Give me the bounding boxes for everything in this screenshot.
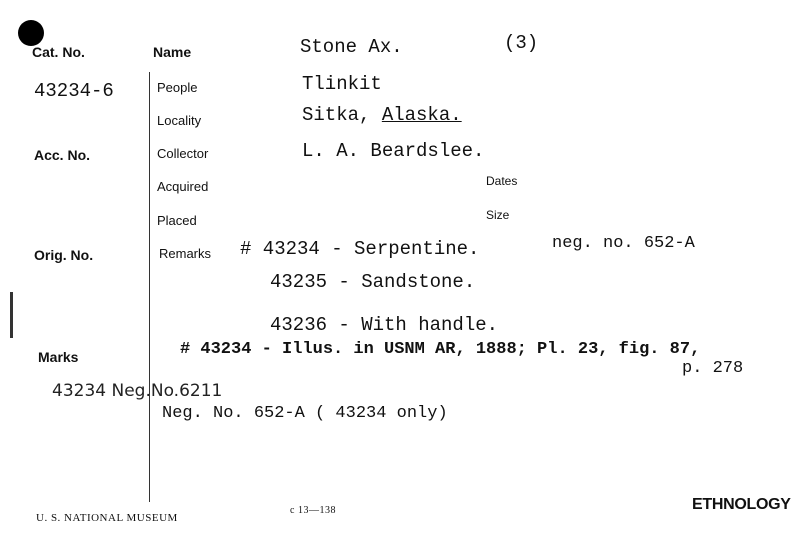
remarks-line-2: 43235 - Sandstone. bbox=[270, 271, 476, 293]
form-code: c 13—138 bbox=[290, 505, 336, 516]
acc-no-label: Acc. No. bbox=[34, 147, 91, 163]
count-value: (3) bbox=[504, 32, 539, 54]
remarks-line-1: # 43234 - Serpentine. bbox=[240, 238, 480, 260]
locality-city: Sitka, bbox=[302, 104, 371, 126]
marks-line: # 43234 - Illus. in USNM AR, 1888; Pl. 23, fig. 87, bbox=[180, 340, 701, 359]
marks-label: Marks bbox=[38, 349, 79, 365]
department-stamp: ETHNOLOGY bbox=[692, 496, 791, 513]
acquired-label: Acquired bbox=[157, 179, 209, 194]
locality-value bbox=[302, 104, 462, 126]
cat-no-value: 43234-6 bbox=[34, 80, 114, 102]
punch-hole bbox=[18, 20, 44, 46]
cat-no-label: Cat. No. bbox=[32, 44, 85, 60]
name-value: Stone Ax. bbox=[300, 36, 403, 58]
people-value: Tlinkit bbox=[302, 73, 382, 95]
orig-no-label: Orig. No. bbox=[34, 247, 94, 263]
remarks-label: Remarks bbox=[159, 246, 212, 261]
name-label: Name bbox=[153, 44, 192, 60]
remarks-line-3: 43236 - With handle. bbox=[270, 314, 499, 336]
locality-label: Locality bbox=[157, 113, 202, 128]
locality-state: Alaska. bbox=[381, 104, 462, 126]
placed-label: Placed bbox=[157, 213, 197, 228]
dates-label: Dates bbox=[486, 174, 518, 188]
marks-handwritten: 43234 Neg.No.6211 bbox=[52, 381, 223, 401]
people-label: People bbox=[157, 80, 198, 95]
column-divider bbox=[149, 72, 150, 502]
margin-mark bbox=[10, 292, 13, 338]
neg-no-top: neg. no. 652-A bbox=[552, 234, 695, 253]
collector-label: Collector bbox=[157, 146, 209, 161]
museum-name: U. S. NATIONAL MUSEUM bbox=[36, 512, 178, 524]
marks-page: p. 278 bbox=[682, 359, 744, 378]
neg-no-line: Neg. No. 652-A ( 43234 only) bbox=[162, 404, 448, 423]
collector-value: L. A. Beardslee. bbox=[302, 140, 485, 162]
size-label: Size bbox=[486, 208, 510, 222]
